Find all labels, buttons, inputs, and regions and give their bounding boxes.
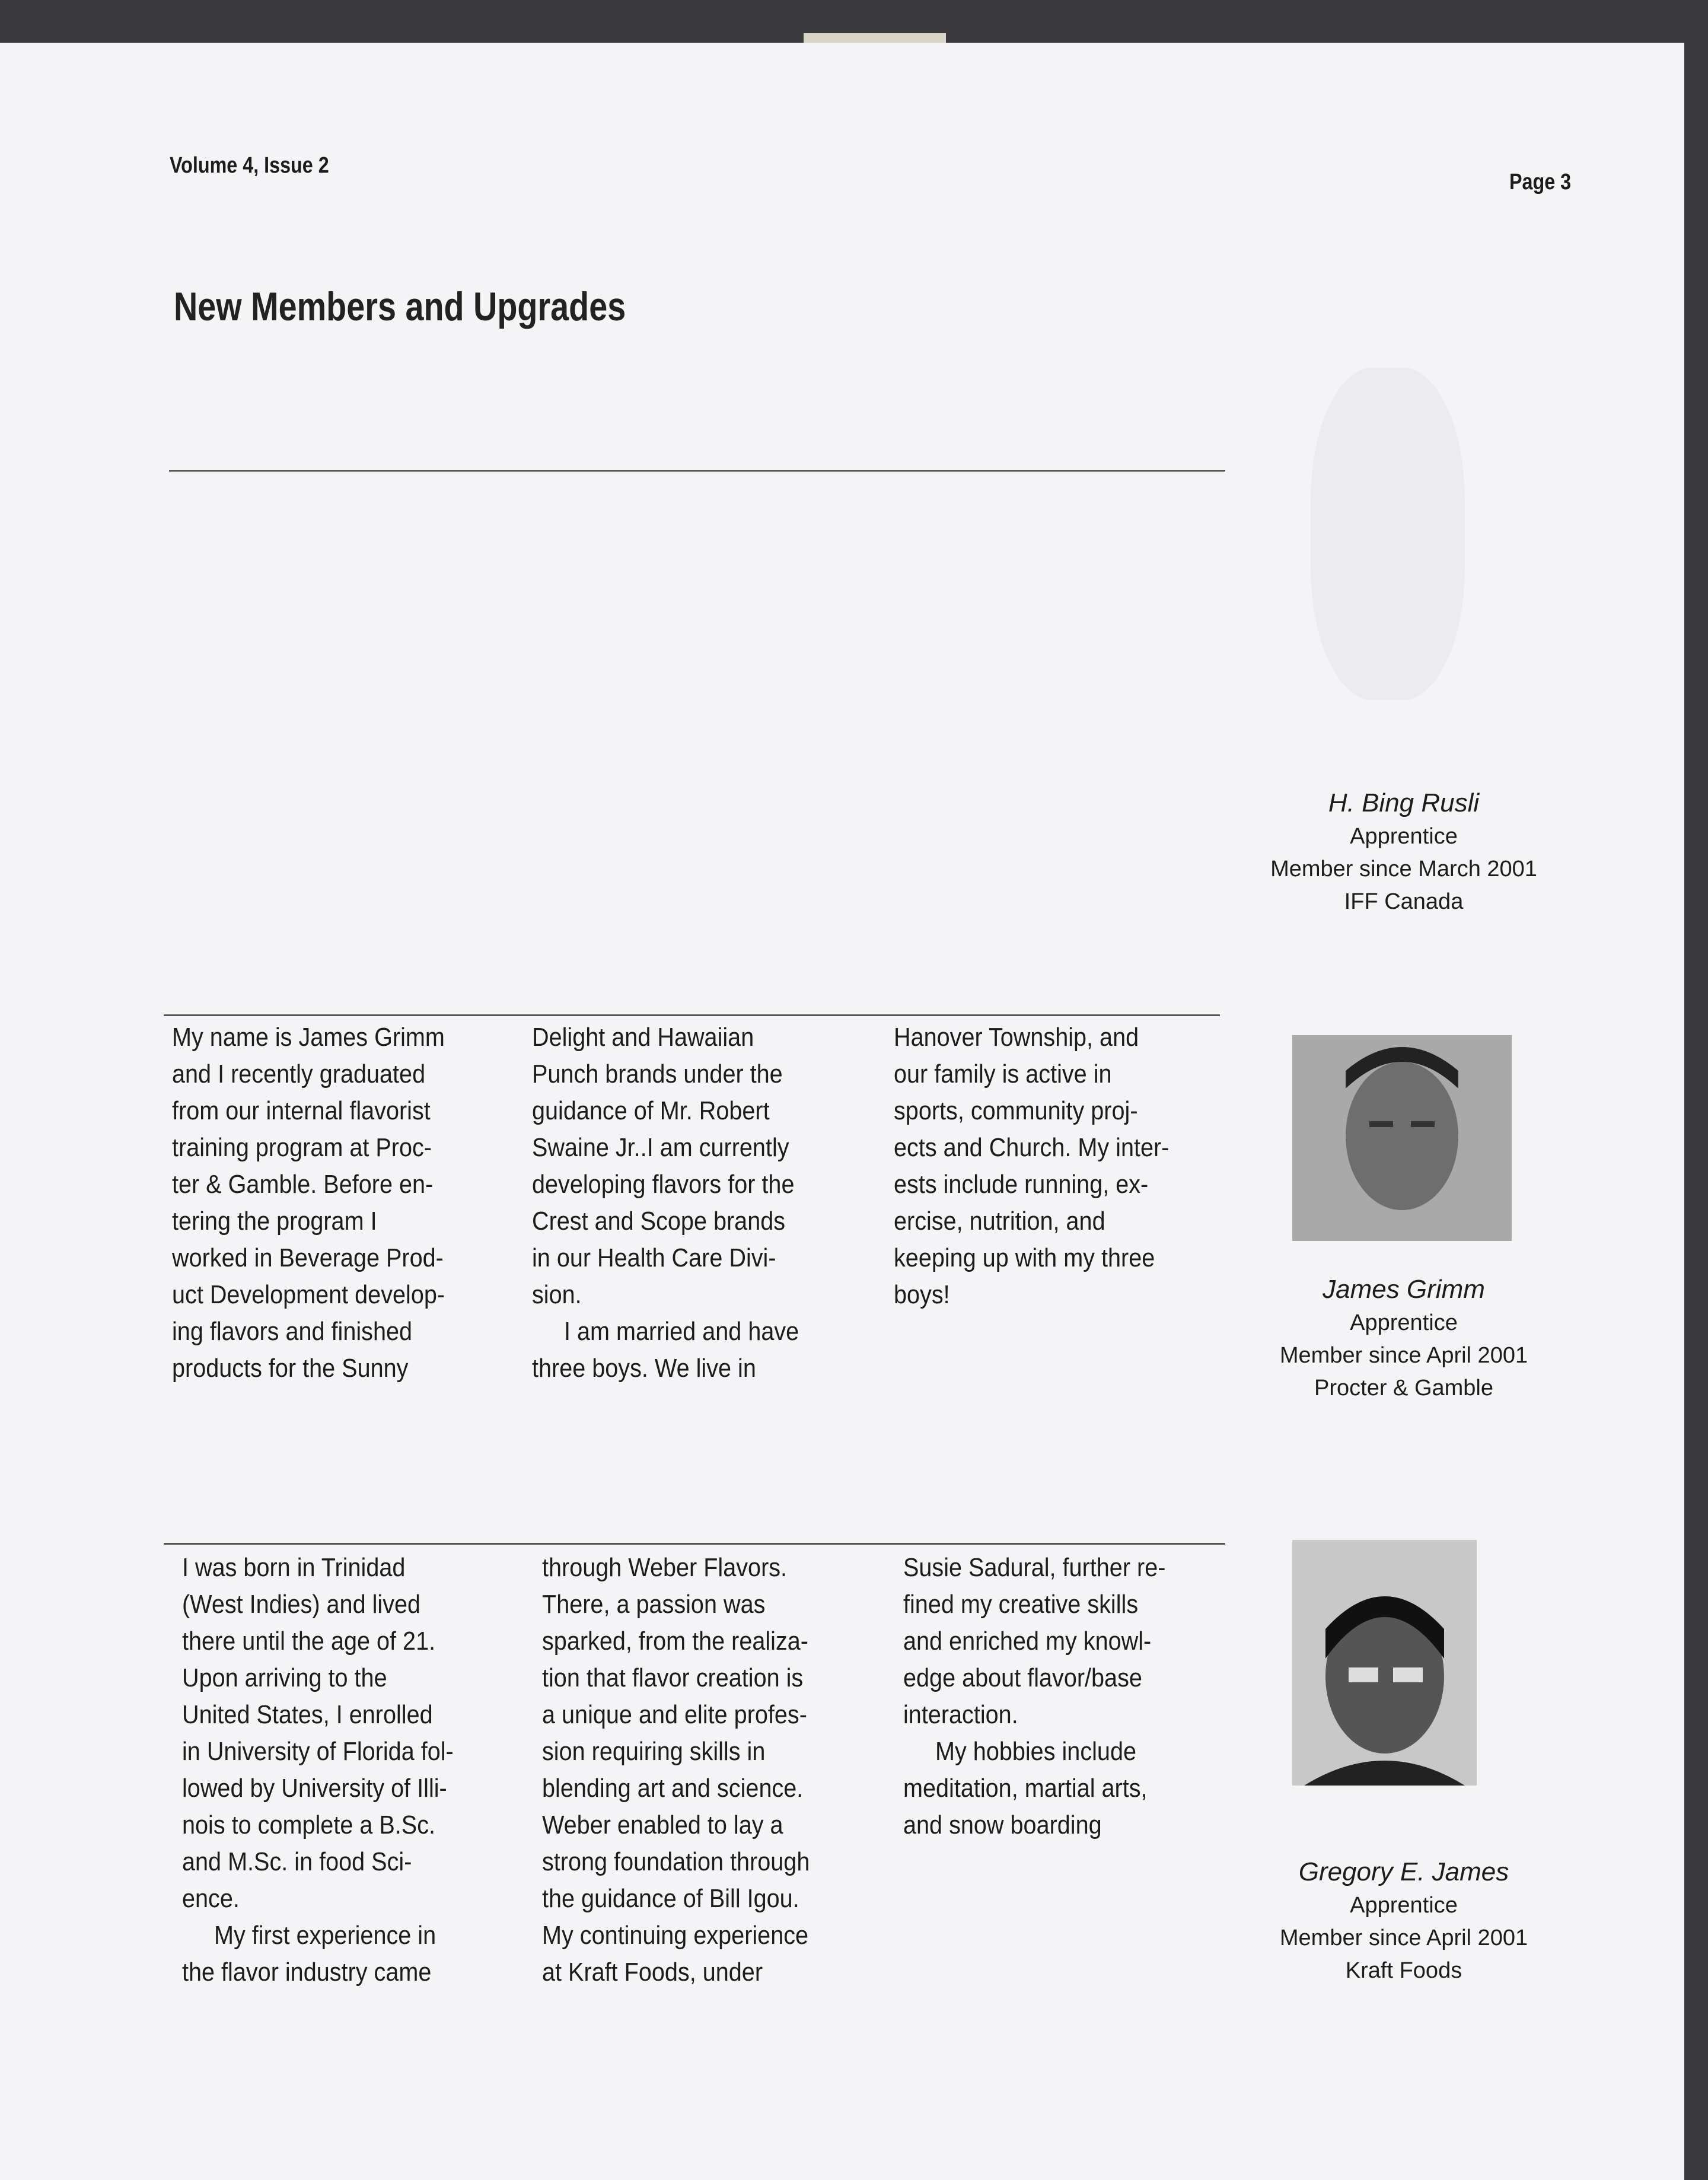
text-line: I am married and have (564, 1317, 799, 1346)
text-line: Crest and Scope brands (532, 1207, 786, 1236)
divider (169, 470, 1225, 472)
text-line: fined my creative skills (903, 1590, 1139, 1619)
member-since: Member since April 2001 (1279, 1343, 1528, 1368)
text-line: Weber enabled to lay a (542, 1810, 783, 1840)
faded-photo-bing-rusli (1311, 368, 1465, 700)
text-line: My hobbies include (935, 1737, 1137, 1766)
text-line: United States, I enrolled (182, 1700, 433, 1729)
photo-james-grimm (1292, 1035, 1512, 1241)
issue-label: Volume 4, Issue 2 (170, 153, 329, 178)
member-company: Procter & Gamble (1314, 1376, 1493, 1401)
text-line: and snow boarding (903, 1810, 1102, 1840)
text-line: ter & Gamble. Before en- (172, 1170, 434, 1199)
member-name: Gregory E. James (1298, 1857, 1509, 1886)
member-company: Kraft Foods (1345, 1958, 1462, 1983)
member-name: James Grimm (1323, 1275, 1485, 1304)
member-level: Apprentice (1350, 1893, 1458, 1918)
text-line: three boys. We live in (532, 1354, 756, 1383)
text-line: our family is active in (894, 1059, 1112, 1089)
text-line: worked in Beverage Prod- (172, 1243, 444, 1272)
page-title: New Members and Upgrades (174, 284, 626, 329)
text-line: sports, community proj- (894, 1096, 1138, 1125)
divider (164, 1543, 1225, 1545)
text-line: the flavor industry came (182, 1958, 432, 1987)
member-company: IFF Canada (1344, 889, 1464, 914)
article-column (172, 1019, 503, 1387)
article-column (894, 1019, 1225, 1313)
text-line: and M.Sc. in food Sci- (182, 1847, 412, 1876)
divider (164, 1014, 1220, 1016)
article-column (903, 1549, 1234, 1844)
text-line: I was born in Trinidad (182, 1553, 406, 1582)
article-column (182, 1549, 513, 1991)
text-line: edge about flavor/base (903, 1663, 1142, 1692)
text-line: My continuing experience (542, 1921, 809, 1950)
text-line: Delight and Hawaiian (532, 1023, 754, 1052)
text-line: My first experience in (214, 1921, 436, 1950)
text-line: (West Indies) and lived (182, 1590, 421, 1619)
text-line: through Weber Flavors. (542, 1553, 788, 1582)
text-line: Susie Sadural, further re- (903, 1553, 1166, 1582)
member-level: Apprentice (1350, 824, 1458, 849)
text-line: ects and Church. My inter- (894, 1133, 1170, 1162)
member-caption (1226, 786, 1582, 918)
text-line: meditation, martial arts, (903, 1774, 1148, 1803)
article-column (532, 1019, 863, 1387)
text-line: ence. (182, 1884, 240, 1913)
text-line: from our internal flavorist (172, 1096, 431, 1125)
text-line: and enriched my knowl- (903, 1627, 1152, 1656)
text-line: tion that flavor creation is (542, 1663, 804, 1692)
text-line: lowed by University of Illi- (182, 1774, 447, 1803)
text-line: ercise, nutrition, and (894, 1207, 1105, 1236)
text-line: sion. (532, 1280, 582, 1309)
text-line: Hanover Township, and (894, 1023, 1139, 1052)
text-line: there until the age of 21. (182, 1627, 436, 1656)
text-line: Punch brands under the (532, 1059, 783, 1089)
member-level: Apprentice (1350, 1310, 1458, 1335)
text-line: blending art and science. (542, 1774, 804, 1803)
page-number: Page 3 (1509, 170, 1572, 195)
member-since: Member since April 2001 (1279, 1926, 1528, 1950)
text-line: at Kraft Foods, under (542, 1958, 763, 1987)
text-line: strong foundation through (542, 1847, 810, 1876)
text-line: training program at Proc- (172, 1133, 432, 1162)
text-line: and I recently graduated (172, 1059, 426, 1089)
article-column (542, 1549, 873, 1991)
text-line: ing flavors and finished (172, 1317, 413, 1346)
text-line: the guidance of Bill Igou. (542, 1884, 799, 1913)
text-line: Swaine Jr..I am currently (532, 1133, 789, 1162)
text-line: in our Health Care Divi- (532, 1243, 776, 1272)
text-line: a unique and elite profes- (542, 1700, 807, 1729)
text-line: products for the Sunny (172, 1354, 409, 1383)
text-line: sion requiring skills in (542, 1737, 766, 1766)
text-line: keeping up with my three (894, 1243, 1155, 1272)
member-name: H. Bing Rusli (1328, 788, 1480, 817)
text-line: My name is James Grimm (172, 1023, 445, 1052)
photo-gregory-james (1292, 1540, 1477, 1786)
text-line: ests include running, ex- (894, 1170, 1149, 1199)
text-line: boys! (894, 1280, 950, 1309)
member-since: Member since March 2001 (1270, 857, 1537, 881)
text-line: guidance of Mr. Robert (532, 1096, 770, 1125)
text-line: tering the program I (172, 1207, 377, 1236)
text-line: uct Development develop- (172, 1280, 445, 1309)
text-line: in University of Florida fol- (182, 1737, 454, 1766)
text-line: nois to complete a B.Sc. (182, 1810, 436, 1840)
member-caption (1226, 1855, 1582, 1987)
text-line: sparked, from the realiza- (542, 1627, 808, 1656)
text-line: Upon arriving to the (182, 1663, 387, 1692)
text-line: interaction. (903, 1700, 1018, 1729)
text-line: There, a passion was (542, 1590, 766, 1619)
member-caption (1226, 1272, 1582, 1405)
text-line: developing flavors for the (532, 1170, 795, 1199)
